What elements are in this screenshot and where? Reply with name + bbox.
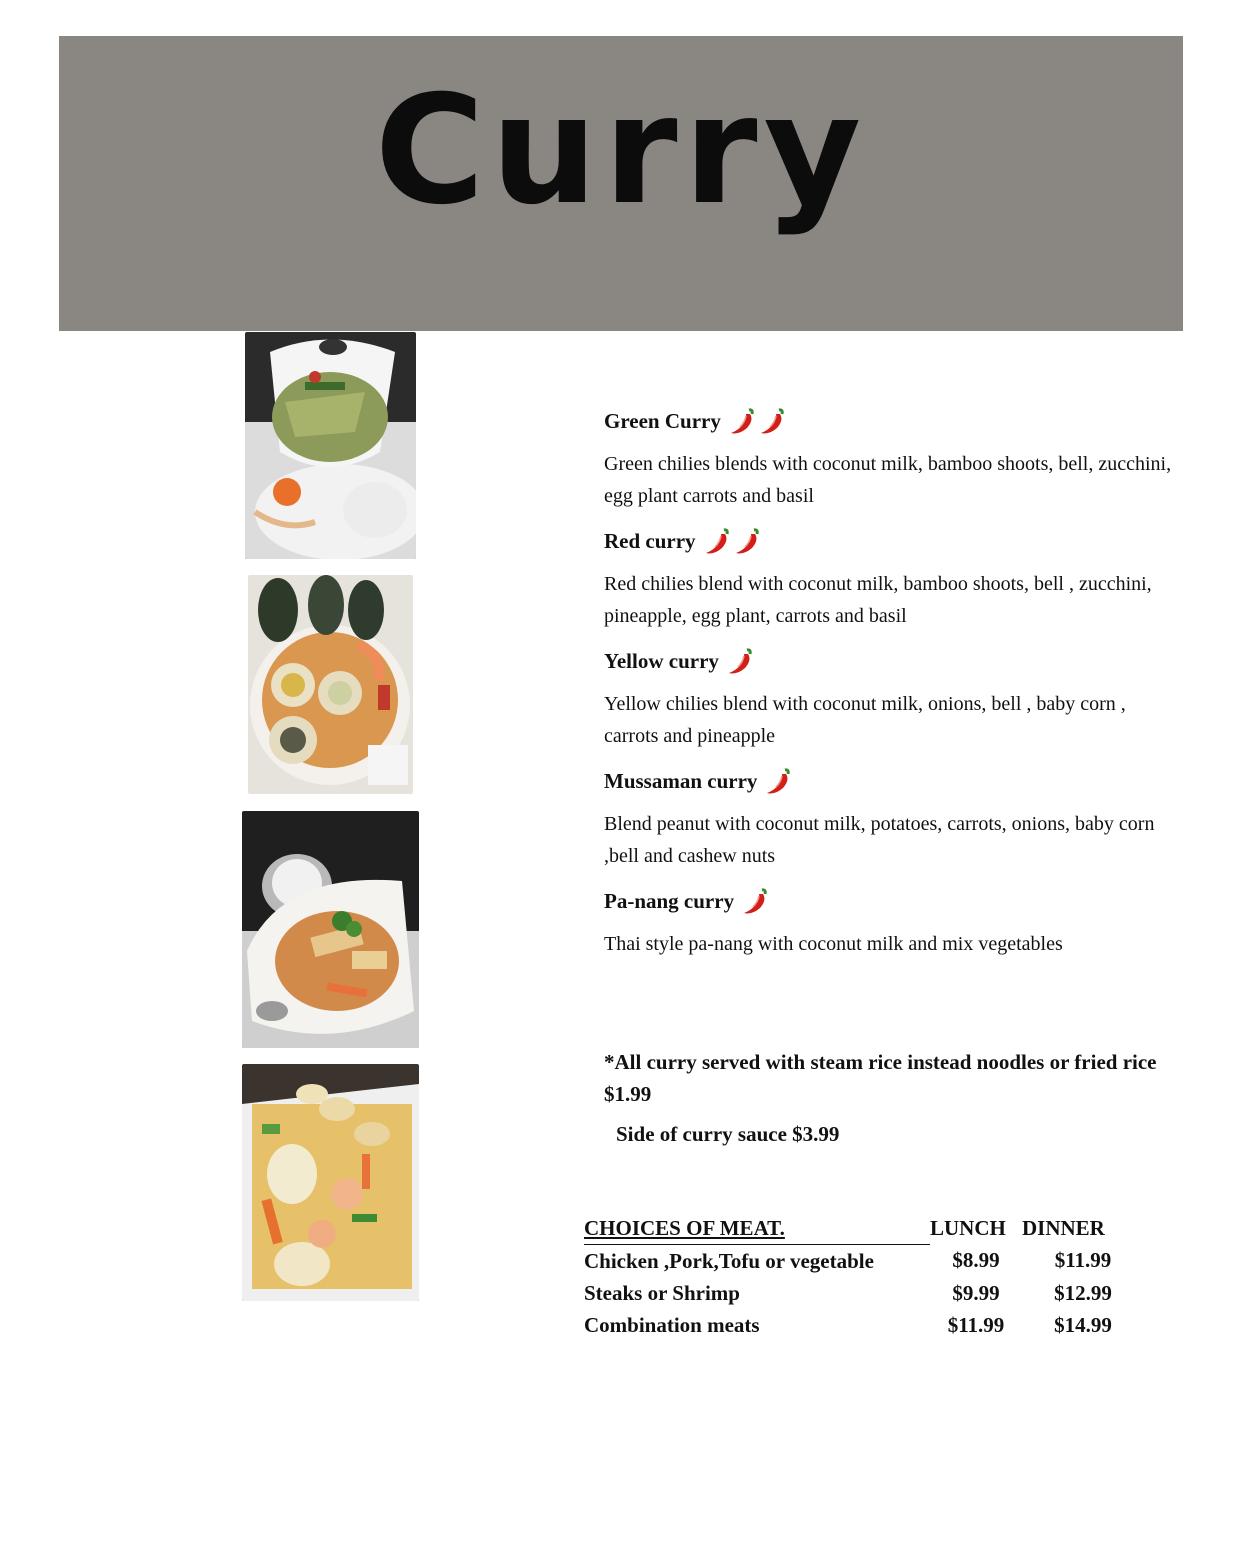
dinner-price: $12.99 <box>1054 1280 1112 1305</box>
red-curry-photo <box>242 811 419 1048</box>
side-sauce-note: Side of curry sauce $3.99 <box>616 1122 840 1146</box>
meat-name: Chicken ,Pork,Tofu or vegetable <box>584 1248 874 1273</box>
chili-pepper-icon <box>757 406 787 436</box>
chili-pepper-icon <box>702 526 732 556</box>
menu-item-title: Yellow curry <box>604 649 719 673</box>
lunch-price: $9.99 <box>952 1280 1000 1305</box>
menu-item-name <box>604 764 1174 798</box>
meat-price-table <box>584 1212 1144 1341</box>
seafood-curry-photo <box>248 575 413 794</box>
choices-header: CHOICES OF MEAT. <box>584 1212 930 1245</box>
menu-item-title: Mussaman curry <box>604 769 758 793</box>
spice-level <box>727 406 787 436</box>
menu-item-title: Pa-nang curry <box>604 889 735 913</box>
meat-name: Combination meats <box>584 1312 760 1337</box>
table-row <box>584 1309 1144 1341</box>
chili-pepper-icon <box>732 526 762 556</box>
rice-note: *All curry served with steam rice instead noodles or fried rice $1.99 <box>604 1050 1157 1106</box>
menu-item-description: Blend peanut with coconut milk, potatoes, carrots, onions, baby corn ,bell and cashew nuts <box>604 813 1155 867</box>
lunch-header: LUNCH <box>930 1215 1006 1240</box>
page-title: Curry <box>374 64 868 238</box>
chili-pepper-icon <box>763 766 793 796</box>
chili-pepper-icon <box>725 646 755 676</box>
meat-name: Steaks or Shrimp <box>584 1280 740 1305</box>
menu-item-name <box>604 884 1174 918</box>
cashew-curry-photo <box>242 1064 419 1301</box>
menu-item-description: Thai style pa-nang with coconut milk and mix vegetables <box>604 933 1063 955</box>
dinner-header: DINNER <box>1022 1215 1105 1240</box>
green-curry-photo <box>245 332 416 559</box>
header-banner <box>59 36 1183 331</box>
menu-item-name <box>604 404 1174 438</box>
curry-menu <box>604 404 1174 972</box>
menu-item-description: Red chilies blend with coconut milk, bamboo shoots, bell , zucchini, pineapple, egg plant, carrots and basil <box>604 573 1152 627</box>
menu-item-name <box>604 644 1174 678</box>
menu-item-description: Green chilies blends with coconut milk, bamboo shoots, bell, zucchini, egg plant carrots and basil <box>604 453 1172 507</box>
spice-level <box>725 646 755 676</box>
spice-level <box>740 886 770 916</box>
menu-item-description: Yellow chilies blend with coconut milk, onions, bell , baby corn , carrots and pineapple <box>604 693 1126 747</box>
menu-item-title: Red curry <box>604 529 696 553</box>
spice-level <box>702 526 762 556</box>
dinner-price: $14.99 <box>1054 1312 1112 1337</box>
price-table-header <box>584 1212 1144 1245</box>
table-row <box>584 1245 1144 1278</box>
spice-level <box>763 766 793 796</box>
menu-item-title: Green Curry <box>604 409 721 433</box>
chili-pepper-icon <box>727 406 757 436</box>
menu-item-name <box>604 524 1174 558</box>
chili-pepper-icon <box>740 886 770 916</box>
lunch-price: $11.99 <box>947 1312 1005 1337</box>
dinner-price: $11.99 <box>1054 1248 1112 1273</box>
table-row <box>584 1277 1144 1309</box>
lunch-price: $8.99 <box>952 1248 1000 1273</box>
